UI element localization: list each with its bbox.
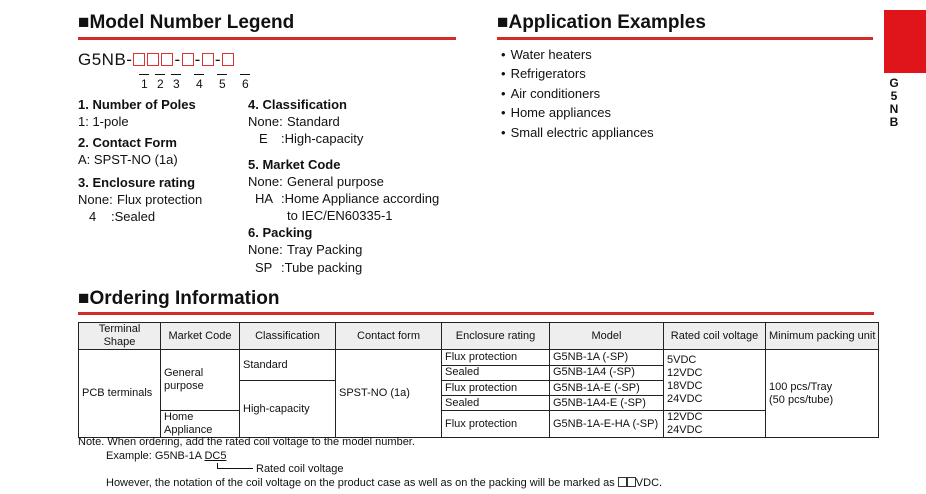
note-example [106,450,226,462]
model-cell: G5NB-1A4-E (-SP) [550,396,664,411]
poles-heading: 1. Number of Poles [78,97,196,112]
coil-voltage-value: 5VDC [667,354,697,366]
coil-voltage-value: 18VDC [667,380,703,392]
code-box-2 [147,53,159,66]
digit-label: 6 [242,77,249,91]
legend-title: ■Model Number Legend [78,12,295,33]
placeholder-box [618,477,627,487]
enclosure-cell: Sealed [442,365,550,381]
digit-underline [171,74,181,75]
table-header: Enclosure rating [442,323,550,350]
coil-voltage-value: 24VDC [667,393,703,405]
code-box-5 [202,53,214,66]
packing-unit-value: (50 pcs/tube) [769,393,834,406]
application-item: • Small electric appliances [501,125,654,140]
table-header: Rated coil voltage [664,323,766,350]
model-cell: G5NB-1A-E-HA (-SP) [550,411,664,438]
market-code-cell: General purpose [161,350,240,411]
table-row [79,411,879,438]
enclosure-cell: Sealed [442,396,550,411]
digit-underline [155,74,165,75]
coil-voltage-value: 12VDC [667,367,703,379]
market-heading: 5. Market Code [248,157,341,172]
packing-key: SP [255,260,273,275]
digit-underline [240,74,250,75]
callout-line [217,468,253,469]
ordering-title-underline [78,312,874,315]
coil-voltage-cell [664,350,766,411]
application-item: • Home appliances [501,105,611,120]
application-item: • Air conditioners [501,86,600,101]
digit-label: 2 [157,77,164,91]
market-value: :Home Appliance according [281,191,440,206]
enclosure-value: :Sealed [111,209,156,224]
table-row [79,350,879,366]
classification-value: Standard [287,114,340,129]
code-box-1 [133,53,145,66]
digit-label: 5 [219,77,226,91]
note-text: VDC. [635,477,663,489]
note-text: However, the notation of the coil voltage on the product case as well as on the packing will be marked as [106,477,618,489]
table-header: Terminal Shape [79,323,161,350]
enclosure-cell: Flux protection [442,350,550,366]
side-tab-letter: N [889,102,899,116]
application-item: • Water heaters [501,47,592,62]
side-tab-letter: G [889,76,899,90]
poles-value: 1: 1-pole [78,114,129,129]
digit-underline [194,74,204,75]
table-header: Classification [240,323,336,350]
code-box-6 [222,53,234,66]
coil-voltage-value: 12VDC [667,411,703,423]
placeholder-box [627,477,636,487]
packing-unit-cell [766,350,879,438]
coil-voltage-value: 24VDC [667,424,703,436]
application-item: • Refrigerators [501,66,586,81]
note-line: Note. When ordering, add the rated coil voltage to the model number. [78,436,415,448]
note-example-prefix: Example: G5NB-1A [106,450,205,462]
model-cell: G5NB-1A (-SP) [550,350,664,366]
enclosure-key: 4 [89,209,97,224]
note-line [106,477,662,489]
ordering-title: ■Ordering Information [78,288,280,309]
coil-voltage-cell [664,411,766,438]
table-header: Minimum packing unit [766,323,879,350]
side-tab-letter: 5 [890,89,898,103]
packing-key: None: [248,242,283,257]
digit-label: 3 [173,77,180,91]
terminal-shape-cell: PCB terminals [79,350,161,438]
market-code-cell: Home Appliance [161,411,240,438]
enclosure-key: None: [78,192,113,207]
model-cell: G5NB-1A-E (-SP) [550,381,664,396]
classification-key: E [259,131,268,146]
applications-title-underline [497,37,873,40]
digit-label: 4 [196,77,203,91]
classification-cell: High-capacity [240,381,336,438]
digit-underline [217,74,227,75]
enclosure-cell: Flux protection [442,381,550,396]
digit-label: 1 [141,77,148,91]
table-header: Market Code [161,323,240,350]
model-prefix: G5NB- [78,50,133,69]
note-example-code: DC5 [204,450,227,462]
table-header: Contact form [336,323,442,350]
enclosure-cell: Flux protection [442,411,550,438]
side-tab [884,10,926,73]
ordering-table [78,322,879,438]
packing-value: :Tube packing [281,260,363,275]
market-key: None: [248,174,283,189]
market-value: to IEC/EN60335-1 [287,208,393,223]
classification-key: None: [248,114,283,129]
packing-heading: 6. Packing [248,225,313,240]
applications-title: ■Application Examples [497,12,706,33]
legend-title-underline [78,37,456,40]
packing-value: Tray Packing [287,242,363,257]
table-header-row [79,323,879,350]
digit-underline [139,74,149,75]
contact-heading: 2. Contact Form [78,135,177,150]
model-cell: G5NB-1A4 (-SP) [550,365,664,381]
code-box-4 [182,53,194,66]
side-tab-letter: B [889,115,899,129]
model-code-template: G5NB- - - - [78,50,235,70]
classification-cell: Standard [240,350,336,381]
contact-value: A: SPST-NO (1a) [78,152,178,167]
market-key: HA [255,191,274,206]
table-header: Model [550,323,664,350]
classification-heading: 4. Classification [248,97,347,112]
contact-form-cell: SPST-NO (1a) [336,350,442,438]
packing-unit-value: 100 pcs/Tray [769,380,833,393]
code-box-3 [161,53,173,66]
enclosure-value: Flux protection [117,192,203,207]
enclosure-heading: 3. Enclosure rating [78,175,196,190]
classification-value: :High-capacity [281,131,364,146]
note-callout: Rated coil voltage [256,463,344,475]
market-value: General purpose [287,174,384,189]
